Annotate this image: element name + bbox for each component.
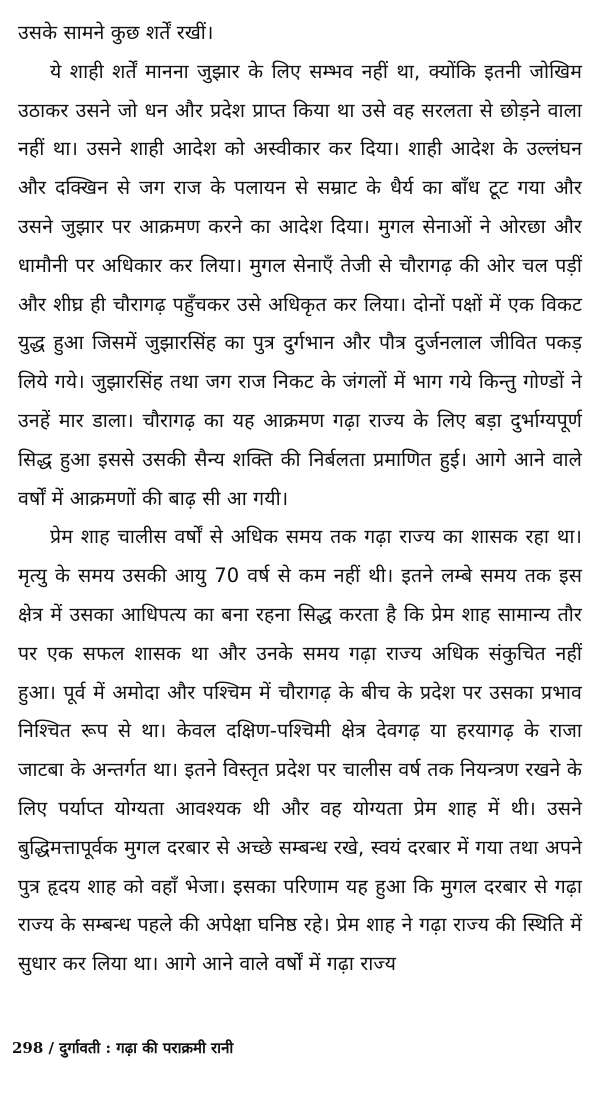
page-footer: 298 / दुर्गावती : गढ़ा की पराक्रमी रानी bbox=[12, 1039, 234, 1057]
body-text bbox=[18, 14, 582, 984]
paragraph-jujhar: ये शाही शर्तें मानना जुझार के लिए सम्भव नहीं था, क्योंकि इतनी जोखिम उठाकर उसने जो धन और प्रदेश प्राप्त किया था उसे वह सरलता से छोड़ने वाला नहीं था। उसने शाही आदेश को अस्वीकार कर दिया। शाही आदेश के उल्लंघन और दक्खिन से जग राज के पलायन से सम्राट के धैर्य का बाँध टूट गया और उसने जुझार पर आक्रमण करने का आदेश दिया। मुगल सेनाओं ने ओरछा और धामौनी पर अधिकार कर लिया। मुगल सेनाएँ तेजी से चौरागढ़ की ओर चल पड़ीं और शीघ्र ही चौरागढ़ पहुँचकर उसे अधिकृत कर लिया। दोनों पक्षों में एक विकट युद्ध हुआ जिसमें जुझारसिंह का पुत्र दुर्गभान और पौत्र दुर्जनलाल जीवित पकड़ लिये गये। जुझारसिंह तथा जग राज निकट के जंगलों में भाग गये किन्तु गोण्डों ने उनहें मार डाला। चौरागढ़ का यह आक्रमण गढ़ा राज्य के लिए बड़ा दुर्भाग्यपूर्ण सिद्ध हुआ इससे उसकी सैन्य शक्ति की निर्बलता प्रमाणित हुई। आगे आने वाले वर्षों में आक्रमणों की बाढ़ सी आ गयी। bbox=[18, 59, 582, 510]
paragraph-continuation: उसके सामने कुछ शर्तें रखीं। bbox=[18, 21, 214, 44]
paragraph-prem-shah: प्रेम शाह चालीस वर्षों से अधिक समय तक गढ़ा राज्य का शासक रहा था। मृत्यु के समय उसकी आयु 70 वर्ष से कम नहीं थी। इतने लम्बे समय तक इस क्षेत्र में उसका आधिपत्य का बना रहना सिद्ध करता है कि प्रेम शाह सामान्य तौर पर एक सफल शासक था और उनके समय गढ़ा राज्य अधिक संकुचित नहीं हुआ। पूर्व में अमोदा और पश्चिम में चौरागढ़ के बीच के प्रदेश पर उसका प्रभाव निश्चित रूप से था। केवल दक्षिण-पश्चिमी क्षेत्र देवगढ़ या हरयागढ़ के राजा जाटबा के अन्तर्गत था। इतने विस्तृत प्रदेश पर चालीस वर्ष तक नियन्त्रण रखने के लिए पर्याप्त योग्यता आवश्यक थी और वह योग्यता प्रेम शाह में थी। उसने बुद्धिमत्तापूर्वक मुगल दरबार से अच्छे सम्बन्ध रखे, स्वयं दरबार में गया तथा अपने पुत्र हृदय शाह को वहाँ भेजा। इसका परिणाम यह हुआ कि मुगल दरबार से गढ़ा राज्य के सम्बन्ध पहले की अपेक्षा घनिष्ठ रहे। प्रेम शाह ने गढ़ा राज्य की स्थिति में सुधार कर लिया था। आगे आने वाले वर्षों में गढ़ा राज्य bbox=[18, 525, 582, 976]
